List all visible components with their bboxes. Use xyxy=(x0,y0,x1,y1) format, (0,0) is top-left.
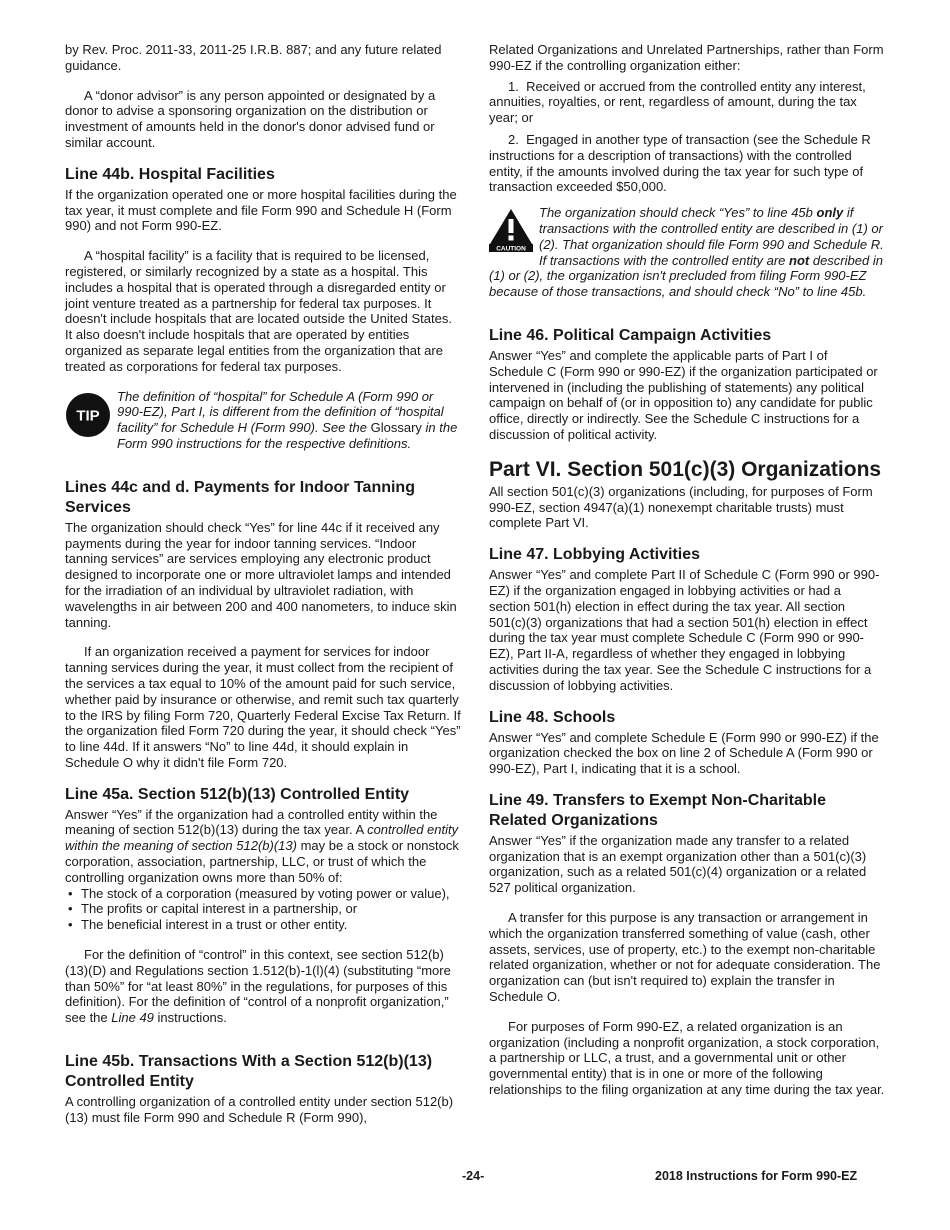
text-run: Answer “Yes” if the organization had a controlled entity within the meaning of section 512(b)(13) during the tax year. A xyxy=(65,806,438,838)
paragraph: Answer “Yes” and complete the applicable parts of Part I of Schedule C (Form 990 or 990-EZ) if the organization participated or intervened in (including the publishing of statements) any political campaign on behalf of (or in opposition to) any candidate for public office, directly or indirectly. See the Schedule C instructions for a discussion of political activity. xyxy=(489,347,878,442)
paragraph: The organization should check “Yes” for line 44c if it received any payments during the year for indoor tanning services. “Indoor tanning services” are services employing any electronic product designed to incorporate one or more ultraviolet lamps and intended for the irradiation of an individual by ultraviolet radiation, with wavelengths in air between 200 and 400 nanometers, to induce skin tanning. xyxy=(65,519,457,630)
paragraph: A controlling organization of a controlled entity under section 512(b)(13) must file Form 990 and Schedule R (Form 990), xyxy=(65,1094,454,1125)
bullet-list xyxy=(65,886,461,933)
paragraph: All section 501(c)(3) organizations (including, for purposes of Form 990-EZ, section 4947(a)(1) nonexempt charitable trusts) must complete Part VI. xyxy=(489,483,873,531)
caution-text: if transactions with the controlled entity are described in (1) or (2). That organization should file Form 990 and Schedule R. If transactions with the controlled entity are xyxy=(539,205,884,268)
paragraph xyxy=(65,947,461,1026)
tip-label: TIP xyxy=(76,407,100,425)
paragraph: A “hospital facility” is a facility that is required to be licensed, registered, or similarly recognized by a state as a hospital. This includes a hospital that is operated through a disregarded entity or joint venture treated as a partnership for federal tax purposes. It doesn't include hospitals that are located outside the United States. It also doesn't include hospitals that are operated by entities organized as separate legal entities from the organization that are treated as corporations for federal tax purposes. xyxy=(65,248,452,374)
tip-glossary: Glossary xyxy=(370,420,422,436)
page-number: -24- xyxy=(462,1169,485,1183)
tip-text: in the Form 990 instructions for the respective definitions. xyxy=(117,420,458,451)
text-run: may be a stock or nonstock corporation, association, partnership, LLC, or trust of which the controlling organization owns more than 50% of: xyxy=(65,838,459,885)
caution-text: The organization should check “Yes” to line 45b xyxy=(539,205,817,221)
heading-line-45b: Line 45b. Transactions With a Section 512(b)(13) Controlled Entity xyxy=(65,1053,433,1091)
left-column xyxy=(65,42,461,1126)
footer-title: 2018 Instructions for Form 990-EZ xyxy=(655,1169,858,1183)
heading-line-46: Line 46. Political Campaign Activities xyxy=(489,326,772,344)
tip-icon xyxy=(65,392,111,438)
heading-line-45a: Line 45a. Section 512(b)(13) Controlled Entity xyxy=(65,785,410,803)
paragraph: If the organization operated one or more hospital facilities during the tax year, it must complete and file Form 990 and Schedule H (Form 990) and not Form 990-EZ. xyxy=(65,186,457,234)
numbered-item-1: 1. Received or accrued from the controlled entity any interest, annuities, royalties, or rent, regardless of amount, during the tax year; or xyxy=(489,78,866,126)
list-item: • The profits or capital interest in a partnership, or xyxy=(65,901,461,917)
caution-icon xyxy=(489,208,533,252)
tip-text: The definition of “hospital” for Schedule A (Form 990 or 990-EZ), Part I, is different from the definition of “hospital facility” for Schedule H (Form 990). See the xyxy=(117,388,444,436)
paragraph: Answer “Yes” and complete Schedule E (Form 990 or 990-EZ) if the organization checked the box on line 2 of Schedule A (Form 990 or 990-EZ), Part I, indicating that it is a school. xyxy=(489,729,879,777)
heading-line-47: Line 47. Lobbying Activities xyxy=(489,546,700,564)
heading-lines-44c-d: Lines 44c and d. Payments for Indoor Tanning Services xyxy=(65,478,415,516)
heading-line-44b: Line 44b. Hospital Facilities xyxy=(65,165,275,183)
numbered-item-2: 2. Engaged in another type of transaction (see the Schedule R instructions for a description of transactions) with the controlled entity, if the amounts involved during the tax year for such type of transaction exceeded $50,000. xyxy=(489,131,871,195)
text-run-italic: controlled entity within the meaning of section 512(b)(13) xyxy=(65,822,459,854)
caution-text-bold: not xyxy=(789,252,810,268)
list-item: • The stock of a corporation (measured by voting power or value), xyxy=(65,886,461,902)
caution-text-bold: only xyxy=(816,205,844,221)
paragraph xyxy=(65,807,461,886)
heading-line-49: Line 49. Transfers to Exempt Non-Charitable Related Organizations xyxy=(489,791,826,829)
caution-label: CAUTION xyxy=(496,245,526,253)
paragraph: Answer “Yes” if the organization made any transfer to a related organization that is an exempt organization other than a 501(c)(3) organization, such as a related 501(c)(4) organization or a related 527 political organization. xyxy=(489,832,867,896)
list-item: • The beneficial interest in a trust or other entity. xyxy=(65,917,461,933)
heading-line-48: Line 48. Schools xyxy=(489,708,616,726)
paragraph: For purposes of Form 990-EZ, a related organization is an organization (including a nonprofit organization, a stock corporation, a partnership or LLC, a trust, and a governmental unit or other governmental entity) that is in one or more of the following relationships to the filing organization at any time during the tax year. xyxy=(489,1018,885,1098)
paragraph: If an organization received a payment for services for indoor tanning services during the year, it must collect from the recipient of the services a tax equal to 10% of the amount paid for such service, whether paid by insurance or otherwise, and remit such tax quarterly to the IRS by filing Form 720, Quarterly Federal Excise Tax Return. If the organization filed Form 720 during the year, it should check “Yes” to line 44d. If it answers “No” to line 44d, it should explain in Schedule O why it didn't file Form 720. xyxy=(65,644,461,770)
text-run: For the definition of “control” in this context, see section 512(b)(13)(D) and Regulations section 1.512(b)-1(l)(4) (substituting “more than 50%” for “at least 80%” in the regulations, for purposes of this definition). For the definition of “control of a nonprofit organization,” see the xyxy=(65,947,451,1026)
paragraph: by Rev. Proc. 2011-33, 2011-25 I.R.B. 887; and any future related guidance. xyxy=(65,42,442,73)
paragraph: A “donor advisor” is any person appointed or designated by a donor to advise a sponsoring organization on the distribution or investment of amounts held in the donor's donor advised fund or similar account. xyxy=(65,87,436,150)
caution-note xyxy=(489,205,885,300)
paragraph: Related Organizations and Unrelated Partnerships, rather than Form 990-EZ if the controlling organization either: xyxy=(489,42,884,73)
tip-note xyxy=(65,389,461,452)
caution-text: described in (1) or (2), the organization isn't precluded from filing Form 990-EZ because of those transactions, and should check “No” to line 45b. xyxy=(489,252,883,300)
right-column xyxy=(489,42,885,1112)
paragraph: Answer “Yes” and complete Part II of Schedule C (Form 990 or 990-EZ) if the organization engaged in lobbying activities or had a section 501(h) election in effect during the tax year. All section 501(c)(3) organizations that had a section 501(h) election in effect during the tax year must complete Schedule C (Form 990 or 990-EZ), Part II-A, regardless of whether they engaged in lobbying activities during the tax year. See the Schedule C instructions for a discussion of lobbying activities. xyxy=(489,567,880,693)
text-run: instructions. xyxy=(153,1010,227,1026)
heading-part-vi: Part VI. Section 501(c)(3) Organizations xyxy=(489,457,882,481)
paragraph: A transfer for this purpose is any transaction or arrangement in which the organization transferred something of value (cash, other assets, services, use of property, etc.) to the exempt non-charitable related organization, whether or not for adequate consideration. The organization can (but isn't required to) explain the transfer in Schedule O. xyxy=(489,910,881,1005)
text-run-italic: Line 49 xyxy=(111,1010,154,1026)
